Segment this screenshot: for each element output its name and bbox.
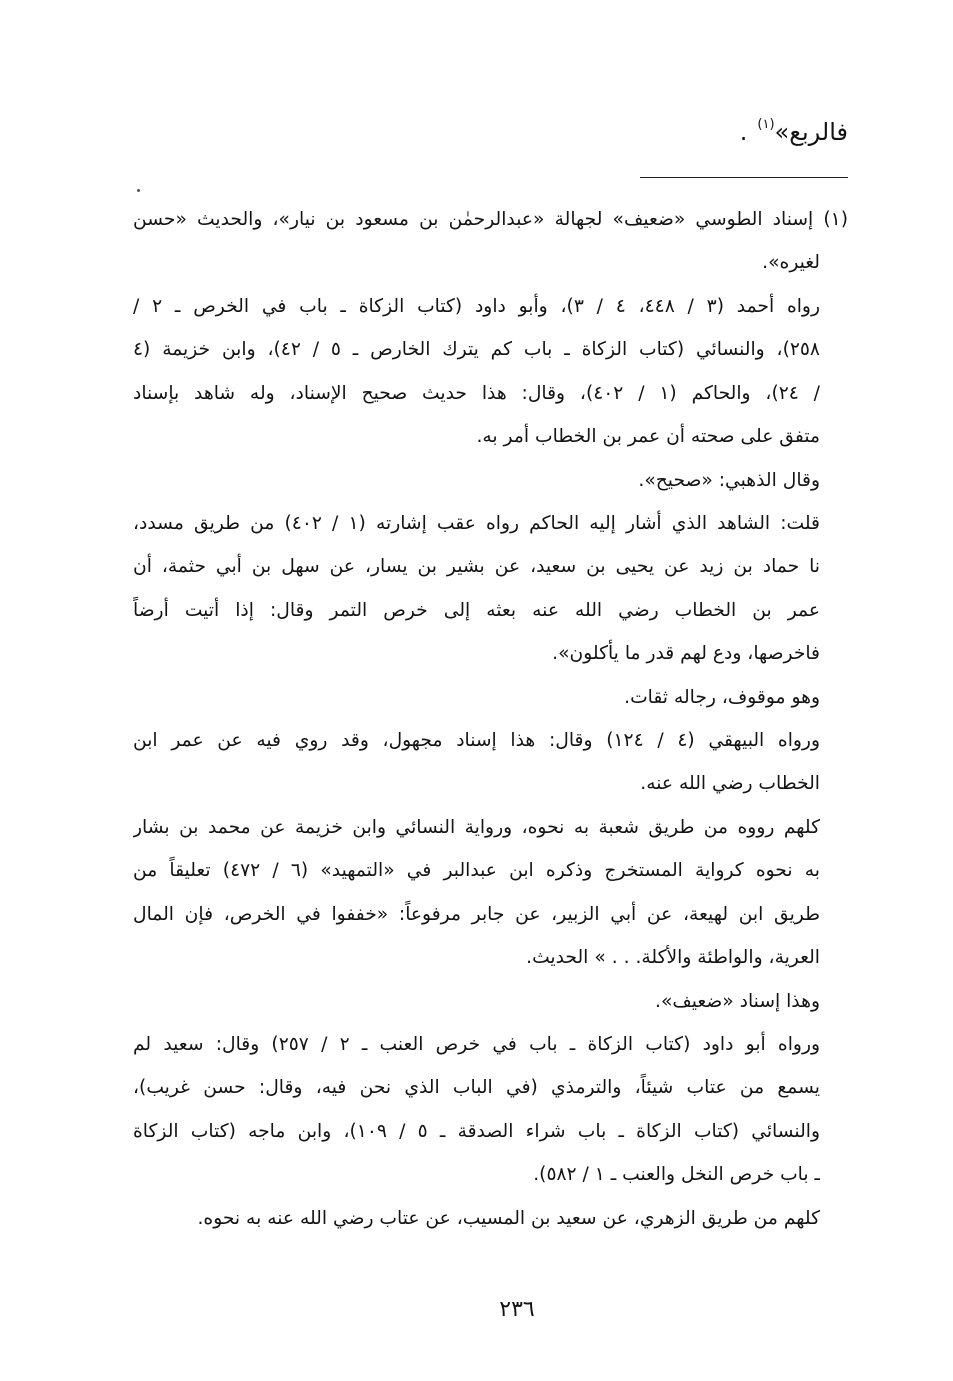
footnote-line: طريق ابن لهيعة، عن أبي الزبير، عن جابر مرفوعاً: «خففوا في الخرص، فإن المال xyxy=(133,903,820,925)
main-text-line xyxy=(740,114,848,150)
footnote-line: ورواه أبو داود (كتاب الزكاة ـ باب في خرص العنب ـ ٢ / ٢٥٧) وقال: سعيد لم xyxy=(133,1034,820,1056)
footnote-line: قلت: الشاهد الذي أشار إليه الحاكم رواه عقب إشارته (١ / ٤٠٢) من طريق مسدد، xyxy=(133,512,820,534)
footnote-marker: (١) xyxy=(823,209,848,230)
footnote-line: كلهم من طريق الزهري، عن سعيد بن المسيب، عن عتاب رضي الله عنه به نحوه. xyxy=(197,1207,820,1229)
footnote-line: يسمع من عتاب شيئاً، والترمذي (في الباب الذي نحن فيه، وقال: حسن غريب)، xyxy=(133,1077,820,1099)
footnote-first-line-text: إسناد الطوسي «ضعيف» لجهالة «عبدالرحمٰن بن مسعود بن نيار»، والحديث «حسن xyxy=(133,209,814,230)
footnote-reference: (١) xyxy=(757,117,775,132)
footnote-line: فاخرصها، ودع لهم قدر ما يأكلون». xyxy=(552,643,820,665)
footnote-line: نا حماد بن زيد عن يحيى بن سعيد، عن بشير بن يسار، عن سهل بن أبي حثمة، أن xyxy=(133,556,820,578)
footnote-line: وقال الذهبي: «صحيح». xyxy=(638,469,820,491)
main-text-period: . xyxy=(739,118,748,146)
footnote-line: رواه أحمد (٣ / ٤٤٨، ٤ / ٣)، وأبو داود (كتاب الزكاة ـ باب في الخرص ـ ٢ / xyxy=(133,295,820,317)
footnote-line: ٢٥٨)، والنسائي (كتاب الزكاة ـ باب كم يترك الخارص ـ ٥ / ٤٢)، وابن خزيمة (٤ xyxy=(133,339,820,361)
footnote-line: والنسائي (كتاب الزكاة ـ باب شراء الصدقة ـ ٥ / ١٠٩)، وابن ماجه (كتاب الزكاة xyxy=(133,1120,820,1142)
footnote-line: العرية، والواطئة والأكلة. . . » الحديث. xyxy=(526,947,820,969)
footnote-block xyxy=(133,198,848,1240)
page-number: ٢٣٦ xyxy=(499,1297,535,1322)
footnote-line: وهو موقوف، رجاله ثقات. xyxy=(624,686,820,708)
footnote-line: / ٢٤)، والحاكم (١ / ٤٠٢)، وقال: هذا حديث صحيح الإسناد، وله شاهد بإسناد xyxy=(133,382,820,404)
footnote-line: الخطاب رضي الله عنه. xyxy=(640,773,820,795)
footnote-line: ورواه البيهقي (٤ / ١٢٤) وقال: هذا إسناد مجهول، وقد روي فيه عن عمر ابن xyxy=(133,730,820,752)
footnote-line: ـ باب خرص النخل والعنب ـ ١ / ٥٨٢). xyxy=(533,1164,820,1186)
footnote-line: وهذا إسناد «ضعيف». xyxy=(655,990,820,1012)
footnote-line: متفق على صحته أن عمر بن الخطاب أمر به. xyxy=(476,426,820,448)
footnote-line: كلهم رووه من طريق شعبة به نحوه، ورواية النسائي وابن خزيمة عن محمد بن بشار xyxy=(133,816,820,838)
scan-speck xyxy=(137,189,140,192)
footnote-line: به نحوه كرواية المستخرج وذكره ابن عبدالبر في «التمهيد» (٦ / ٤٧٢) تعليقاً من xyxy=(133,860,820,882)
footnote-line: لغيره». xyxy=(762,252,820,274)
footnote-line xyxy=(133,198,848,241)
footnote-line: عمر بن الخطاب رضي الله عنه بعثه إلى خرص التمر وقال: إذا أتيت أرضاً xyxy=(133,599,820,621)
footnote-separator-rule xyxy=(640,177,848,178)
main-text-word: فالربع» xyxy=(774,118,848,146)
